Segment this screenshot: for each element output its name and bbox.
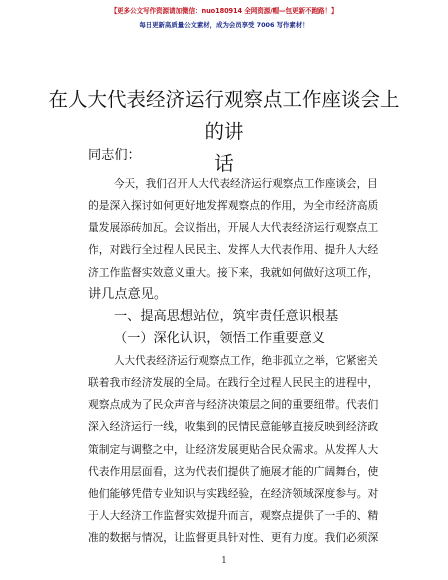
header-banner-line-1: 【更多公文写作资源请加微信：nuo180914 全网资源/帽—包更新不跑路！】 bbox=[110, 7, 338, 15]
document-title-line-2: 话 bbox=[214, 152, 234, 175]
body-line: 今天，我们召开人大代表经济运行观察点工作座谈会，目 bbox=[114, 178, 378, 190]
body-line: 他们能够凭借专业知识与实践经验，在经济领域深度参与。对 bbox=[88, 487, 379, 500]
body-line: 量发展添砖加瓦。会议指出，开展人大代表经济运行观察点工 bbox=[88, 221, 379, 234]
body-line: 人大代表经济运行观察点工作，绝非孤立之举，它紧密关 bbox=[114, 355, 378, 367]
body-line: 代表作用层面看，这为代表们提供了施展才能的广阔舞台，使 bbox=[88, 465, 379, 478]
header-banner-line-2: 每日更新高质量公文素材，成为会员享受 7006 写作素材！ bbox=[139, 21, 309, 29]
body-line: 观察点成为了民众声音与经济决策层之间的重要纽带。代表们 bbox=[88, 398, 379, 411]
body-line: 策制定与调整之中，让经济发展更贴合民众需求。从发挥人大 bbox=[88, 443, 379, 456]
body-line: 联着我市经济发展的全局。在践行全过程人民民主的进程中， bbox=[88, 376, 379, 389]
body-line: 的是深入探讨如何更好地发挥观察点的作用，为全市经济高质 bbox=[88, 199, 379, 212]
body-line: 于人大经济工作监督实效提升而言，观察点提供了一手的、精 bbox=[88, 509, 379, 522]
document-title bbox=[40, 84, 408, 180]
body-line: 深入经济运行一线，收集到的民情民意能够直接反映到经济政 bbox=[88, 420, 379, 433]
body-line: 讲几点意见。 bbox=[88, 287, 168, 302]
document-title-line-1: 在人大代表经济运行观察点工作座谈会上的讲 bbox=[48, 88, 400, 143]
section-heading-1: 一、提高思想站位，筑牢责任意识根基 bbox=[114, 309, 339, 324]
subsection-heading-1: （一）深化认识，领悟工作重要意义 bbox=[114, 331, 325, 346]
body-line: 济工作监督实效意义重大。接下来，我就如何做好这项工作， bbox=[88, 266, 379, 279]
salutation: 同志们： bbox=[88, 148, 141, 163]
body-line: 作，对践行全过程人民民主、发挥人大代表作用、提升人大经 bbox=[88, 243, 379, 256]
body-line: 准的数据与情况，让监督更具针对性、更有力度。我们必须深 bbox=[88, 531, 379, 544]
page-number: 1 bbox=[221, 556, 227, 566]
